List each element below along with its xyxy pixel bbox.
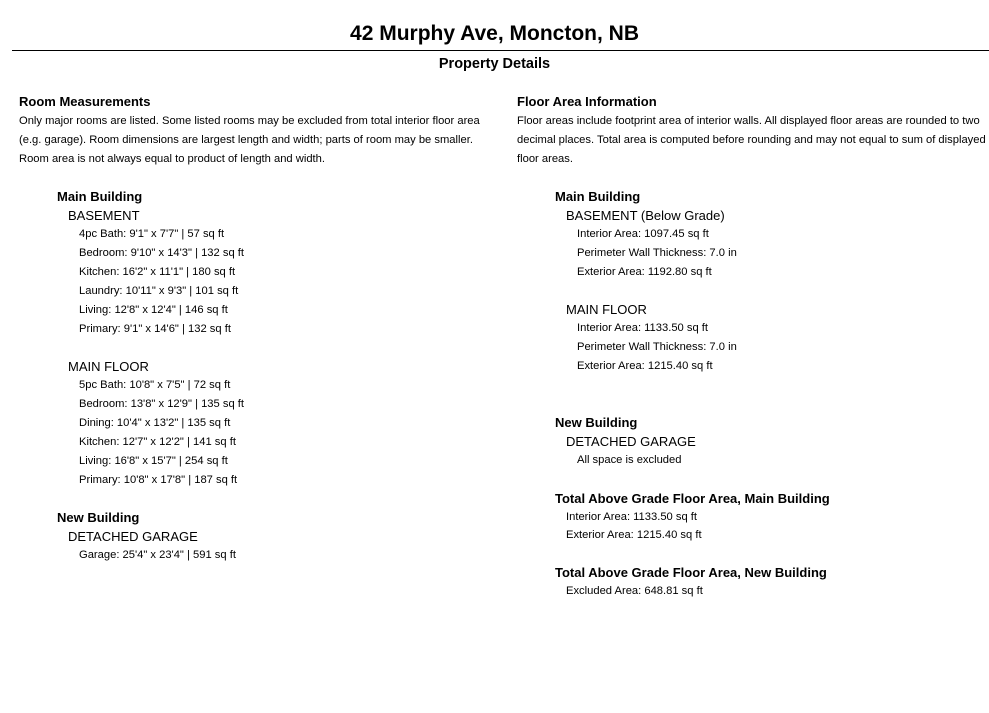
room-item: 4pc Bath: 9'1" x 7'7" | 57 sq ft <box>79 228 225 240</box>
room-item: Living: 16'8" x 15'7" | 254 sq ft <box>79 455 228 467</box>
title-divider <box>12 50 989 51</box>
total-item: Exterior Area: 1215.40 sq ft <box>566 529 702 541</box>
property-address-title: 42 Murphy Ave, Moncton, NB <box>350 22 639 45</box>
room-item: Garage: 25'4" x 23'4" | 591 sq ft <box>79 549 236 561</box>
room-item: Primary: 9'1" x 14'6" | 132 sq ft <box>79 323 231 335</box>
room-item: 5pc Bath: 10'8" x 7'5" | 72 sq ft <box>79 379 231 391</box>
area-item: Exterior Area: 1215.40 sq ft <box>577 360 713 372</box>
level-label-main-floor: MAIN FLOOR <box>566 302 647 317</box>
building-label-new: New Building <box>57 510 140 525</box>
intro-line: (e.g. garage). Room dimensions are largest length and width; parts of room may be smaller. <box>19 134 473 146</box>
building-label-main: Main Building <box>57 189 143 204</box>
intro-line: decimal places. Total area is computed before rounding and may not equal to sum of displayed <box>517 134 986 146</box>
level-label-detached-garage: DETACHED GARAGE <box>566 434 696 449</box>
level-label-basement: BASEMENT <box>68 208 140 223</box>
room-item: Bedroom: 9'10" x 14'3" | 132 sq ft <box>79 247 245 259</box>
room-item: Living: 12'8" x 12'4" | 146 sq ft <box>79 304 228 316</box>
room-item: Primary: 10'8" x 17'8" | 187 sq ft <box>79 474 238 486</box>
room-item: Bedroom: 13'8" x 12'9" | 135 sq ft <box>79 398 245 410</box>
total-item: Interior Area: 1133.50 sq ft <box>566 511 698 523</box>
floor-area-heading: Floor Area Information <box>517 94 657 109</box>
intro-line: Only major rooms are listed. Some listed rooms may be excluded from total interior floor area <box>19 115 480 127</box>
room-tree <box>57 187 244 565</box>
spacer <box>57 490 244 508</box>
total-new-building-label: Total Above Grade Floor Area, New Building <box>555 565 827 580</box>
room-item: Kitchen: 12'7" x 12'2" | 141 sq ft <box>79 436 236 448</box>
spacer <box>555 282 830 300</box>
floor-area-tree <box>555 187 830 600</box>
room-measurements-section <box>19 93 489 169</box>
total-item: Excluded Area: 648.81 sq ft <box>566 585 703 597</box>
intro-line: Floor areas include footprint area of interior walls. All displayed floor areas are rounded to two <box>517 115 980 127</box>
room-measurements-intro <box>19 112 489 169</box>
page-subtitle: Property Details <box>438 56 551 72</box>
room-measurements-heading: Room Measurements <box>19 94 151 109</box>
area-item: Interior Area: 1097.45 sq ft <box>577 228 709 240</box>
spacer <box>555 470 830 489</box>
spacer <box>555 376 830 413</box>
floor-area-intro <box>517 112 989 169</box>
room-item: Kitchen: 16'2" x 11'1" | 180 sq ft <box>79 266 236 278</box>
area-item: Perimeter Wall Thickness: 7.0 in <box>577 247 737 259</box>
spacer <box>555 544 830 563</box>
floor-area-section <box>517 93 989 169</box>
intro-line: floor areas. <box>517 153 573 165</box>
level-label-detached-garage: DETACHED GARAGE <box>68 529 198 544</box>
intro-line: Room area is not always equal to product of length and width. <box>19 153 325 165</box>
area-item: Perimeter Wall Thickness: 7.0 in <box>577 341 737 353</box>
area-item: Interior Area: 1133.50 sq ft <box>577 322 709 334</box>
building-label-main: Main Building <box>555 189 641 204</box>
level-label-basement: BASEMENT (Below Grade) <box>566 208 725 223</box>
building-label-new: New Building <box>555 415 638 430</box>
room-item: Laundry: 10'11" x 9'3" | 101 sq ft <box>79 285 239 297</box>
area-item: Exterior Area: 1192.80 sq ft <box>577 266 712 278</box>
level-label-main-floor: MAIN FLOOR <box>68 359 149 374</box>
area-item: All space is excluded <box>577 454 682 466</box>
total-main-building-label: Total Above Grade Floor Area, Main Building <box>555 491 830 506</box>
room-item: Dining: 10'4" x 13'2" | 135 sq ft <box>79 417 231 429</box>
spacer <box>57 339 244 357</box>
